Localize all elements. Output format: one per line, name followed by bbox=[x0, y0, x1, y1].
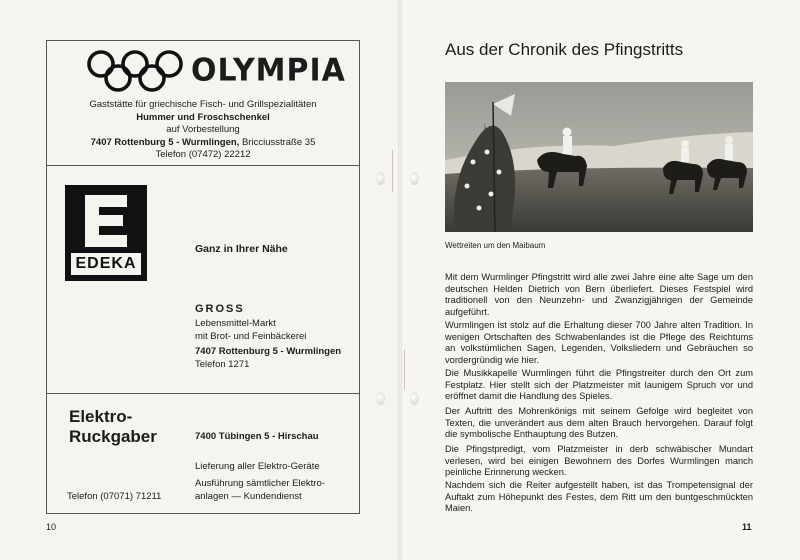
binding-hole bbox=[410, 172, 419, 185]
gross-phone: Telefon 1271 bbox=[195, 359, 250, 370]
gross-name: GROSS bbox=[195, 303, 245, 315]
edeka-tagline: Ganz in Ihrer Nähe bbox=[195, 243, 288, 255]
olympia-logo-text: OLYMPIA bbox=[191, 52, 346, 89]
advertisement-frame bbox=[46, 40, 360, 514]
chronik-paragraph-4: Der Auftritt des Mohrenkönigs mit seinem Gefolge wird begleitet von Texten, die unverändert aus dem alten Brauch hervorgehen. Darauf folgt die symbolische Enthauptung des Butzen. bbox=[445, 406, 753, 440]
page-crease bbox=[392, 150, 393, 192]
elektro-line-1: Lieferung aller Elektro-Geräte bbox=[195, 461, 320, 472]
photo-caption: Wettreiten um den Maibaum bbox=[445, 241, 546, 250]
binding-hole bbox=[376, 172, 385, 185]
chronik-paragraph-3: Die Musikkapelle Wurmlingen führt die Pfingstreiter durch den Ort zum Festplatz. Hier stellt sich der Platzmeister mit launigem Spruch vor und eröffnet damit die Handlung des Spieles. bbox=[445, 368, 753, 402]
binding-hole bbox=[376, 392, 385, 405]
edeka-logo bbox=[65, 185, 147, 281]
page-crease bbox=[404, 350, 405, 390]
elektro-phone: Telefon (07071) 71211 bbox=[67, 491, 162, 502]
divider bbox=[47, 393, 359, 394]
olympia-specialty: Hummer und Froschschenkel bbox=[136, 112, 270, 123]
binding-hole bbox=[410, 392, 419, 405]
elektro-address: 7400 Tübingen 5 - Hirschau bbox=[195, 431, 319, 442]
divider bbox=[47, 165, 359, 166]
page-title: Aus der Chronik des Pfingstritts bbox=[445, 40, 684, 59]
gross-address: 7407 Rottenburg 5 - Wurmlingen bbox=[195, 346, 342, 357]
olympia-phone: Telefon (07472) 22212 bbox=[155, 149, 251, 160]
elektro-name-line-1: Elektro- bbox=[69, 407, 133, 426]
chronik-paragraph-5: Die Pfingstpredigt, vom Platzmeister in derb schwäbischer Mundart verlesen, wird bei einigen Bewohnern des Dorfes Wurmlingen manch peinliche Erinnerung wecken. bbox=[445, 444, 753, 478]
chronik-paragraph-6: Nachdem sich die Reiter aufgestellt haben, ist das Trompetensignal der Auftakt zum Höhepunkt des Festes, dem Ritt um den buntgeschmückten Maien. bbox=[445, 480, 753, 514]
elektro-line-2: Ausführung sämtlicher Elektro- bbox=[195, 478, 325, 489]
elektro-name-line-2: Ruckgaber bbox=[69, 427, 157, 446]
edeka-e-icon bbox=[81, 193, 131, 249]
chronik-paragraph-1: Mit dem Wurmlinger Pfingstritt wird alle zwei Jahre eine alte Sage um den deutschen Helden Dietrich von Bern überliefert. Dieses Festspiel wird traditionell von den Neunzehn- und Zwanzigjährigen der Gemeinde aufgeführt. bbox=[445, 272, 753, 317]
gross-line-1: Lebensmittel-Markt bbox=[195, 318, 276, 329]
edeka-logo-word: EDEKA bbox=[71, 253, 141, 275]
olympic-rings-logo bbox=[85, 48, 185, 94]
gross-line-2: mit Brot- und Feinbäckerei bbox=[195, 331, 307, 342]
olympia-description: Gaststätte für griechische Fisch- und Grillspezialitäten bbox=[89, 99, 317, 110]
maibaum-photo bbox=[445, 82, 753, 232]
book-fold bbox=[398, 0, 402, 560]
elektro-line-3: anlagen — Kundendienst bbox=[195, 491, 302, 502]
page-number: 10 bbox=[46, 522, 57, 532]
olympia-address: 7407 Rottenburg 5 - Wurmlingen, Bricciusstraße 35 bbox=[90, 137, 316, 148]
page-number: 11 bbox=[742, 522, 752, 532]
chronik-paragraph-2: Wurmlingen ist stolz auf die Erhaltung dieser 700 Jahre alten Tradition. In wenigen Ortschaften des Schwabenlandes ist die Pflege des Reichtums an volkstümlichen Sagen, Legenden, Volksliedern und Gebräuchen so vordergründig wie hier. bbox=[445, 320, 753, 365]
olympia-preorder-note: auf Vorbestellung bbox=[166, 124, 240, 135]
